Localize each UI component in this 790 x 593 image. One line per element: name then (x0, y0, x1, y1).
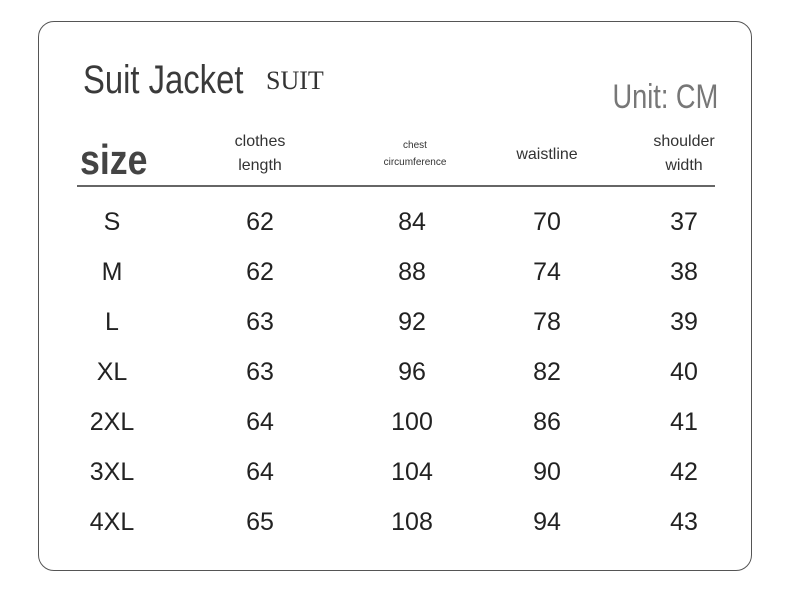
table-cell: 40 (670, 358, 698, 386)
table-row (0, 408, 790, 458)
header-clothes-length (235, 130, 286, 178)
chart-title: Suit Jacket (83, 58, 244, 102)
table-row (0, 358, 790, 408)
table-cell: 92 (398, 308, 426, 336)
header-line: width (665, 157, 703, 174)
header-shoulder-width (653, 130, 714, 178)
header-divider (77, 185, 715, 187)
table-cell: 63 (246, 358, 274, 386)
table-cell: 62 (246, 208, 274, 236)
table-row (0, 258, 790, 308)
header-line: chest (403, 140, 427, 151)
table-row (0, 458, 790, 508)
table-row (0, 508, 790, 558)
header-line: clothes (234, 133, 286, 150)
table-cell: 96 (398, 358, 426, 386)
table-cell: 41 (670, 408, 698, 436)
table-cell: 37 (670, 208, 698, 236)
table-cell: 43 (670, 508, 698, 536)
header-size: size (80, 136, 148, 183)
table-cell: S (103, 208, 121, 236)
table-cell: 94 (533, 508, 561, 536)
table-cell: 63 (246, 308, 274, 336)
table-cell: XL (96, 358, 128, 386)
table-cell: 90 (533, 458, 561, 486)
table-cell: 64 (246, 458, 274, 486)
table-cell: 104 (391, 458, 433, 486)
header-waistline: waistline (516, 146, 578, 163)
table-cell: 78 (533, 308, 561, 336)
table-cell: 100 (391, 408, 433, 436)
table-cell: 86 (533, 408, 561, 436)
table-cell: 70 (533, 208, 561, 236)
unit-label: Unit: CM (612, 78, 718, 116)
table-cell: 38 (670, 258, 698, 286)
table-cell: L (105, 308, 119, 336)
table-cell: 62 (246, 258, 274, 286)
table-cell: 74 (533, 258, 561, 286)
chart-subtitle: SUIT (266, 66, 324, 95)
header-chest (384, 137, 447, 171)
header-line: shoulder (653, 133, 715, 150)
table-cell: 39 (670, 308, 698, 336)
table-cell: 3XL (89, 458, 135, 486)
table-cell: 65 (246, 508, 274, 536)
table-cell: 88 (398, 258, 426, 286)
table-cell: M (101, 258, 123, 286)
table-row (0, 308, 790, 358)
table-cell: 84 (398, 208, 426, 236)
header-line: circumference (383, 157, 447, 168)
table-cell: 4XL (89, 508, 135, 536)
table-cell: 108 (391, 508, 433, 536)
table-cell: 42 (670, 458, 698, 486)
table-cell: 82 (533, 358, 561, 386)
header-line: length (238, 157, 282, 174)
table-cell: 2XL (89, 408, 135, 436)
table-cell: 64 (246, 408, 274, 436)
table-row (0, 208, 790, 258)
